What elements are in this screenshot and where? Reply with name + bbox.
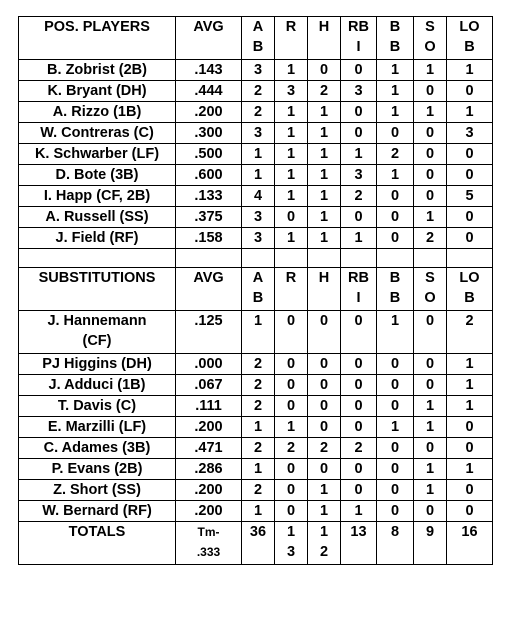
player-avg: .500	[176, 144, 242, 165]
substitute-row	[19, 417, 493, 438]
lob-header: LO B	[447, 17, 493, 60]
substitute-bb: 0	[377, 354, 414, 375]
spacer-cell	[414, 249, 447, 268]
player-rbi: 0	[341, 207, 377, 228]
batting-stats-table	[18, 16, 493, 565]
avg-header: AVG	[176, 268, 242, 311]
player-row	[19, 186, 493, 207]
substitute-ab: 2	[242, 480, 275, 501]
substitute-row	[19, 480, 493, 501]
substitute-name: E. Marzilli (LF)	[19, 417, 176, 438]
player-r: 1	[275, 144, 308, 165]
totals-avg: Tm- .333	[176, 522, 242, 565]
totals-lob: 16	[447, 522, 493, 565]
substitute-row	[19, 396, 493, 417]
player-name: I. Happ (CF, 2B)	[19, 186, 176, 207]
substitute-rbi: 0	[341, 375, 377, 396]
r-header: R	[275, 17, 308, 60]
so-header: S O	[414, 268, 447, 311]
ab-header: A B	[242, 268, 275, 311]
player-name: J. Field (RF)	[19, 228, 176, 249]
player-ab: 3	[242, 60, 275, 81]
avg-header: AVG	[176, 17, 242, 60]
player-so: 1	[414, 207, 447, 228]
player-lob: 0	[447, 144, 493, 165]
substitute-h: 0	[308, 311, 341, 354]
so-header: S O	[414, 17, 447, 60]
spacer-cell	[242, 249, 275, 268]
substitute-rbi: 0	[341, 311, 377, 354]
player-rbi: 2	[341, 186, 377, 207]
substitute-r: 0	[275, 459, 308, 480]
substitute-r: 0	[275, 354, 308, 375]
player-rbi: 0	[341, 60, 377, 81]
substitute-lob: 1	[447, 396, 493, 417]
player-h: 1	[308, 228, 341, 249]
substitute-lob: 0	[447, 480, 493, 501]
player-r: 3	[275, 81, 308, 102]
player-lob: 1	[447, 102, 493, 123]
player-avg: .375	[176, 207, 242, 228]
substitute-avg: .200	[176, 480, 242, 501]
substitute-row	[19, 354, 493, 375]
player-row	[19, 144, 493, 165]
player-r: 1	[275, 186, 308, 207]
substitute-rbi: 0	[341, 459, 377, 480]
r-header: R	[275, 268, 308, 311]
substitute-r: 0	[275, 501, 308, 522]
substitute-row	[19, 459, 493, 480]
substitute-lob: 1	[447, 354, 493, 375]
substitute-ab: 1	[242, 311, 275, 354]
substitute-so: 1	[414, 417, 447, 438]
spacer-cell	[176, 249, 242, 268]
player-avg: .143	[176, 60, 242, 81]
player-rbi: 3	[341, 81, 377, 102]
player-ab: 2	[242, 81, 275, 102]
substitute-avg: .111	[176, 396, 242, 417]
bb-header: B B	[377, 17, 414, 60]
substitute-h: 1	[308, 501, 341, 522]
substitute-rbi: 2	[341, 438, 377, 459]
player-avg: .200	[176, 102, 242, 123]
substitute-lob: 0	[447, 501, 493, 522]
substitutions-header-row	[19, 268, 493, 311]
substitute-so: 0	[414, 311, 447, 354]
totals-so: 9	[414, 522, 447, 565]
substitute-avg: .200	[176, 417, 242, 438]
player-row	[19, 207, 493, 228]
player-lob: 0	[447, 165, 493, 186]
substitutions-header: SUBSTITUTIONS	[19, 268, 176, 311]
player-bb: 1	[377, 81, 414, 102]
player-r: 1	[275, 60, 308, 81]
substitute-rbi: 0	[341, 480, 377, 501]
substitute-name: PJ Higgins (DH)	[19, 354, 176, 375]
player-lob: 5	[447, 186, 493, 207]
player-h: 1	[308, 144, 341, 165]
substitute-ab: 1	[242, 417, 275, 438]
player-bb: 1	[377, 165, 414, 186]
substitute-avg: .200	[176, 501, 242, 522]
substitute-avg: .471	[176, 438, 242, 459]
player-rbi: 1	[341, 144, 377, 165]
spacer-cell	[19, 249, 176, 268]
spacer-cell	[275, 249, 308, 268]
substitute-r: 0	[275, 375, 308, 396]
substitute-h: 0	[308, 396, 341, 417]
totals-bb: 8	[377, 522, 414, 565]
spacer-cell	[308, 249, 341, 268]
substitute-name: C. Adames (3B)	[19, 438, 176, 459]
player-name: B. Zobrist (2B)	[19, 60, 176, 81]
substitute-h: 0	[308, 417, 341, 438]
player-rbi: 1	[341, 228, 377, 249]
substitute-so: 1	[414, 459, 447, 480]
player-ab: 2	[242, 102, 275, 123]
rbi-header: RB I	[341, 17, 377, 60]
substitute-bb: 0	[377, 438, 414, 459]
player-row	[19, 81, 493, 102]
player-avg: .600	[176, 165, 242, 186]
player-bb: 0	[377, 207, 414, 228]
player-bb: 2	[377, 144, 414, 165]
player-lob: 0	[447, 81, 493, 102]
totals-ab: 36	[242, 522, 275, 565]
rbi-header: RB I	[341, 268, 377, 311]
substitute-name: T. Davis (C)	[19, 396, 176, 417]
substitute-r: 0	[275, 396, 308, 417]
h-header: H	[308, 268, 341, 311]
spacer-cell	[447, 249, 493, 268]
substitute-bb: 0	[377, 459, 414, 480]
player-bb: 0	[377, 123, 414, 144]
substitute-name: W. Bernard (RF)	[19, 501, 176, 522]
player-so: 1	[414, 102, 447, 123]
player-ab: 3	[242, 228, 275, 249]
h-header: H	[308, 17, 341, 60]
player-avg: .158	[176, 228, 242, 249]
substitute-avg: .286	[176, 459, 242, 480]
substitute-rbi: 1	[341, 501, 377, 522]
substitute-row	[19, 438, 493, 459]
player-lob: 1	[447, 60, 493, 81]
player-name: D. Bote (3B)	[19, 165, 176, 186]
substitute-name: Z. Short (SS)	[19, 480, 176, 501]
player-bb: 1	[377, 60, 414, 81]
player-row	[19, 60, 493, 81]
player-so: 2	[414, 228, 447, 249]
substitute-avg: .125	[176, 311, 242, 354]
substitute-row	[19, 375, 493, 396]
substitute-row	[19, 501, 493, 522]
substitute-h: 2	[308, 438, 341, 459]
player-r: 1	[275, 228, 308, 249]
player-r: 0	[275, 207, 308, 228]
player-rbi: 0	[341, 102, 377, 123]
player-lob: 0	[447, 207, 493, 228]
substitute-bb: 0	[377, 501, 414, 522]
spacer-cell	[341, 249, 377, 268]
substitute-h: 1	[308, 480, 341, 501]
player-bb: 1	[377, 102, 414, 123]
substitute-ab: 2	[242, 396, 275, 417]
substitute-so: 1	[414, 480, 447, 501]
player-h: 1	[308, 186, 341, 207]
spacer-row	[19, 249, 493, 268]
substitute-bb: 0	[377, 375, 414, 396]
player-so: 0	[414, 144, 447, 165]
player-avg: .133	[176, 186, 242, 207]
substitute-r: 1	[275, 417, 308, 438]
substitute-ab: 2	[242, 375, 275, 396]
player-ab: 3	[242, 123, 275, 144]
player-h: 0	[308, 60, 341, 81]
player-row	[19, 102, 493, 123]
substitute-h: 0	[308, 354, 341, 375]
player-h: 2	[308, 81, 341, 102]
player-ab: 4	[242, 186, 275, 207]
substitute-rbi: 0	[341, 354, 377, 375]
substitute-lob: 1	[447, 459, 493, 480]
substitute-name: J. Hannemann (CF)	[19, 311, 176, 354]
players-header: POS. PLAYERS	[19, 17, 176, 60]
player-avg: .444	[176, 81, 242, 102]
substitute-lob: 1	[447, 375, 493, 396]
substitute-bb: 1	[377, 311, 414, 354]
totals-row	[19, 522, 493, 565]
substitute-h: 0	[308, 459, 341, 480]
substitute-so: 0	[414, 438, 447, 459]
player-name: K. Schwarber (LF)	[19, 144, 176, 165]
player-name: A. Russell (SS)	[19, 207, 176, 228]
ab-header: A B	[242, 17, 275, 60]
substitute-ab: 1	[242, 459, 275, 480]
player-so: 0	[414, 81, 447, 102]
substitute-r: 0	[275, 311, 308, 354]
totals-label: TOTALS	[19, 522, 176, 565]
player-r: 1	[275, 123, 308, 144]
player-bb: 0	[377, 228, 414, 249]
player-lob: 0	[447, 228, 493, 249]
substitute-lob: 0	[447, 417, 493, 438]
player-r: 1	[275, 165, 308, 186]
player-so: 1	[414, 60, 447, 81]
bb-header: B B	[377, 268, 414, 311]
player-row	[19, 228, 493, 249]
player-ab: 3	[242, 207, 275, 228]
player-avg: .300	[176, 123, 242, 144]
player-row	[19, 123, 493, 144]
substitute-so: 0	[414, 501, 447, 522]
player-ab: 1	[242, 165, 275, 186]
player-h: 1	[308, 165, 341, 186]
player-ab: 1	[242, 144, 275, 165]
substitute-rbi: 0	[341, 417, 377, 438]
player-rbi: 0	[341, 123, 377, 144]
lob-header: LO B	[447, 268, 493, 311]
substitute-r: 0	[275, 480, 308, 501]
substitute-r: 2	[275, 438, 308, 459]
players-header-row	[19, 17, 493, 60]
player-name: K. Bryant (DH)	[19, 81, 176, 102]
substitute-name: P. Evans (2B)	[19, 459, 176, 480]
substitute-name: J. Adduci (1B)	[19, 375, 176, 396]
substitute-rbi: 0	[341, 396, 377, 417]
substitute-bb: 0	[377, 480, 414, 501]
substitute-ab: 2	[242, 354, 275, 375]
substitute-avg: .067	[176, 375, 242, 396]
player-rbi: 3	[341, 165, 377, 186]
player-bb: 0	[377, 186, 414, 207]
substitute-bb: 0	[377, 396, 414, 417]
player-h: 1	[308, 123, 341, 144]
player-name: W. Contreras (C)	[19, 123, 176, 144]
substitute-ab: 1	[242, 501, 275, 522]
substitute-so: 0	[414, 375, 447, 396]
substitute-bb: 1	[377, 417, 414, 438]
substitute-so: 1	[414, 396, 447, 417]
substitute-lob: 0	[447, 438, 493, 459]
player-r: 1	[275, 102, 308, 123]
player-so: 0	[414, 186, 447, 207]
player-so: 0	[414, 165, 447, 186]
player-h: 1	[308, 102, 341, 123]
player-lob: 3	[447, 123, 493, 144]
player-h: 1	[308, 207, 341, 228]
player-so: 0	[414, 123, 447, 144]
player-row	[19, 165, 493, 186]
totals-rbi: 13	[341, 522, 377, 565]
substitute-lob: 2	[447, 311, 493, 354]
spacer-cell	[377, 249, 414, 268]
totals-h: 1 2	[308, 522, 341, 565]
substitute-h: 0	[308, 375, 341, 396]
substitute-row	[19, 311, 493, 354]
substitute-ab: 2	[242, 438, 275, 459]
substitute-so: 0	[414, 354, 447, 375]
substitute-avg: .000	[176, 354, 242, 375]
totals-r: 1 3	[275, 522, 308, 565]
player-name: A. Rizzo (1B)	[19, 102, 176, 123]
